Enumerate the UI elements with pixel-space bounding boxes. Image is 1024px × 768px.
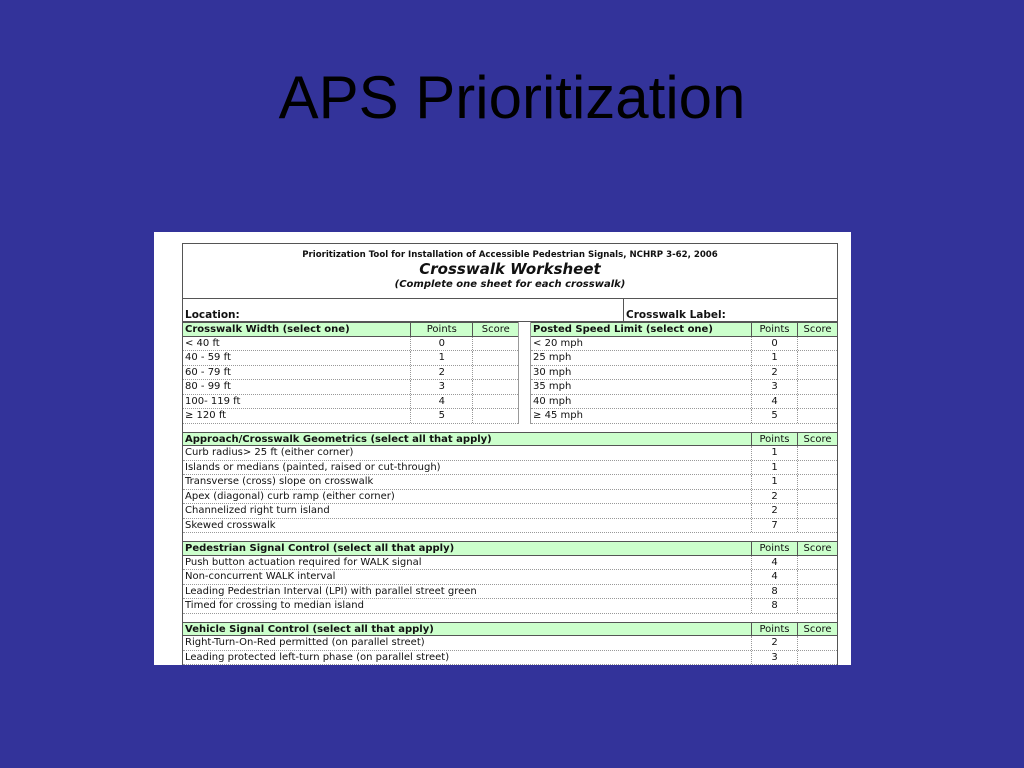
score-cell [472, 380, 518, 394]
row-points: 8 [751, 599, 797, 613]
section-header: Approach/Crosswalk Geometrics (select all that apply) [185, 433, 492, 445]
row-label: Timed for crossing to median island [185, 600, 364, 611]
worksheet-header [183, 244, 837, 299]
row-points: 4 [751, 395, 797, 409]
score-cell [797, 366, 837, 380]
table-row [183, 446, 837, 461]
tool-title: Prioritization Tool for Installation of Accessible Pedestrian Signals, NCHRP 3-62, 2006 [302, 250, 718, 260]
row-points: 5 [410, 409, 472, 423]
row-points: 2 [751, 366, 797, 380]
score-cell [472, 395, 518, 409]
score-cell [797, 504, 837, 518]
section-header-row [183, 322, 518, 337]
row-label: Islands or medians (painted, raised or cut-through) [185, 461, 441, 473]
score-cell [797, 380, 837, 394]
table-row [531, 395, 837, 410]
row-points: 1 [751, 446, 797, 460]
row-label: 60 - 79 ft [185, 366, 231, 378]
row-label: ≥ 45 mph [533, 410, 583, 421]
score-header: Score [797, 623, 837, 636]
table-row [183, 475, 837, 490]
row-label: 25 mph [533, 352, 572, 363]
section-spacer [183, 614, 837, 622]
score-cell [797, 409, 837, 423]
ped-signal-table [183, 541, 837, 614]
row-label: Right-Turn-On-Red permitted (on parallel street) [185, 637, 425, 648]
table-row [183, 409, 518, 424]
score-cell [797, 636, 837, 650]
score-header: Score [472, 323, 518, 336]
row-points: 8 [751, 585, 797, 599]
row-points: 3 [410, 380, 472, 394]
score-cell [797, 446, 837, 460]
slide-title: APS Prioritization [278, 64, 746, 131]
score-cell [797, 519, 837, 533]
row-label: 100- 119 ft [185, 395, 241, 407]
score-cell [797, 599, 837, 613]
worksheet-title: Crosswalk Worksheet [419, 260, 601, 278]
vehicle-signal-table [183, 622, 837, 666]
row-points: 1 [410, 351, 472, 365]
row-points: 4 [751, 570, 797, 584]
table-row [183, 636, 837, 651]
section-header-row [531, 322, 837, 337]
table-row [183, 651, 837, 666]
table-row [183, 380, 518, 395]
score-cell [797, 651, 837, 665]
top-tables [183, 322, 837, 424]
score-cell [797, 585, 837, 599]
table-row [183, 599, 837, 614]
row-points: 4 [751, 556, 797, 570]
crosswalk-worksheet [182, 243, 838, 665]
row-points: 7 [751, 519, 797, 533]
table-row [183, 504, 837, 519]
score-header: Score [797, 323, 837, 336]
section-header-row [183, 432, 837, 447]
section-spacer [183, 533, 837, 541]
points-header: Points [751, 542, 797, 555]
row-label: Leading Pedestrian Interval (LPI) with parallel street green [185, 585, 477, 597]
row-label: Transverse (cross) slope on crosswalk [185, 476, 374, 487]
table-row [531, 351, 837, 366]
points-header: Points [751, 623, 797, 636]
score-cell [797, 475, 837, 489]
section-header: Pedestrian Signal Control (select all that apply) [185, 543, 455, 554]
table-row [183, 585, 837, 600]
table-row [183, 490, 837, 505]
row-label: Channelized right turn island [185, 505, 330, 516]
row-points: 2 [410, 366, 472, 380]
row-label: 40 - 59 ft [185, 352, 231, 363]
table-row [531, 366, 837, 381]
row-points: 2 [751, 636, 797, 650]
table-row [183, 366, 518, 381]
score-cell [472, 366, 518, 380]
row-label: Non-concurrent WALK interval [185, 571, 336, 582]
score-cell [797, 556, 837, 570]
score-cell [472, 409, 518, 423]
score-header: Score [797, 542, 837, 555]
section-header: Vehicle Signal Control (select all that apply) [185, 623, 434, 635]
score-cell [797, 395, 837, 409]
row-points: 3 [751, 651, 797, 665]
score-cell [472, 351, 518, 365]
table-row [183, 351, 518, 366]
table-row [531, 337, 837, 352]
score-cell [797, 351, 837, 365]
table-row [531, 380, 837, 395]
row-label: < 20 mph [533, 337, 583, 349]
table-row [183, 461, 837, 476]
speed-limit-table [531, 322, 837, 424]
table-row [183, 556, 837, 571]
crosswalk-label: Crosswalk Label: [626, 309, 726, 321]
location-label: Location: [183, 299, 624, 321]
row-label: Skewed crosswalk [185, 519, 276, 531]
points-header: Points [751, 323, 797, 336]
row-label: Leading protected left-turn phase (on parallel street) [185, 651, 450, 663]
table-row [183, 395, 518, 410]
row-points: 5 [751, 409, 797, 423]
table-row [183, 519, 837, 534]
row-points: 2 [751, 504, 797, 518]
table-row [183, 570, 837, 585]
section-spacer [183, 424, 837, 432]
row-label: < 40 ft [185, 337, 220, 349]
section-header: Crosswalk Width (select one) [185, 324, 350, 335]
section-header-row [183, 622, 837, 637]
row-points: 2 [751, 490, 797, 504]
row-points: 1 [751, 475, 797, 489]
section-header: Posted Speed Limit (select one) [533, 324, 713, 335]
score-header: Score [797, 433, 837, 446]
score-cell [797, 337, 837, 351]
row-label: 30 mph [533, 366, 572, 378]
row-label: 80 - 99 ft [185, 381, 231, 392]
geometrics-table [183, 432, 837, 534]
crosswalk-width-table [183, 322, 518, 424]
row-points: 1 [751, 351, 797, 365]
row-points: 0 [751, 337, 797, 351]
table-row [531, 409, 837, 424]
row-label: Push button actuation required for WALK signal [185, 556, 422, 568]
worksheet-subtitle: (Complete one sheet for each crosswalk) [394, 279, 626, 290]
row-points: 3 [751, 380, 797, 394]
score-cell [797, 570, 837, 584]
score-cell [797, 490, 837, 504]
points-header: Points [751, 433, 797, 446]
row-points: 0 [410, 337, 472, 351]
score-cell [472, 337, 518, 351]
row-label: Curb radius> 25 ft (either corner) [185, 447, 354, 458]
row-label: 40 mph [533, 395, 572, 407]
worksheet-image [154, 232, 851, 665]
table-gap [518, 322, 531, 424]
row-points: 1 [751, 461, 797, 475]
table-row [183, 337, 518, 352]
section-header-row [183, 541, 837, 556]
row-label: 35 mph [533, 381, 572, 392]
location-row [183, 299, 837, 322]
row-label: ≥ 120 ft [185, 410, 227, 421]
score-cell [797, 461, 837, 475]
points-header: Points [410, 323, 472, 336]
row-label: Apex (diagonal) curb ramp (either corner) [185, 490, 395, 502]
row-points: 4 [410, 395, 472, 409]
